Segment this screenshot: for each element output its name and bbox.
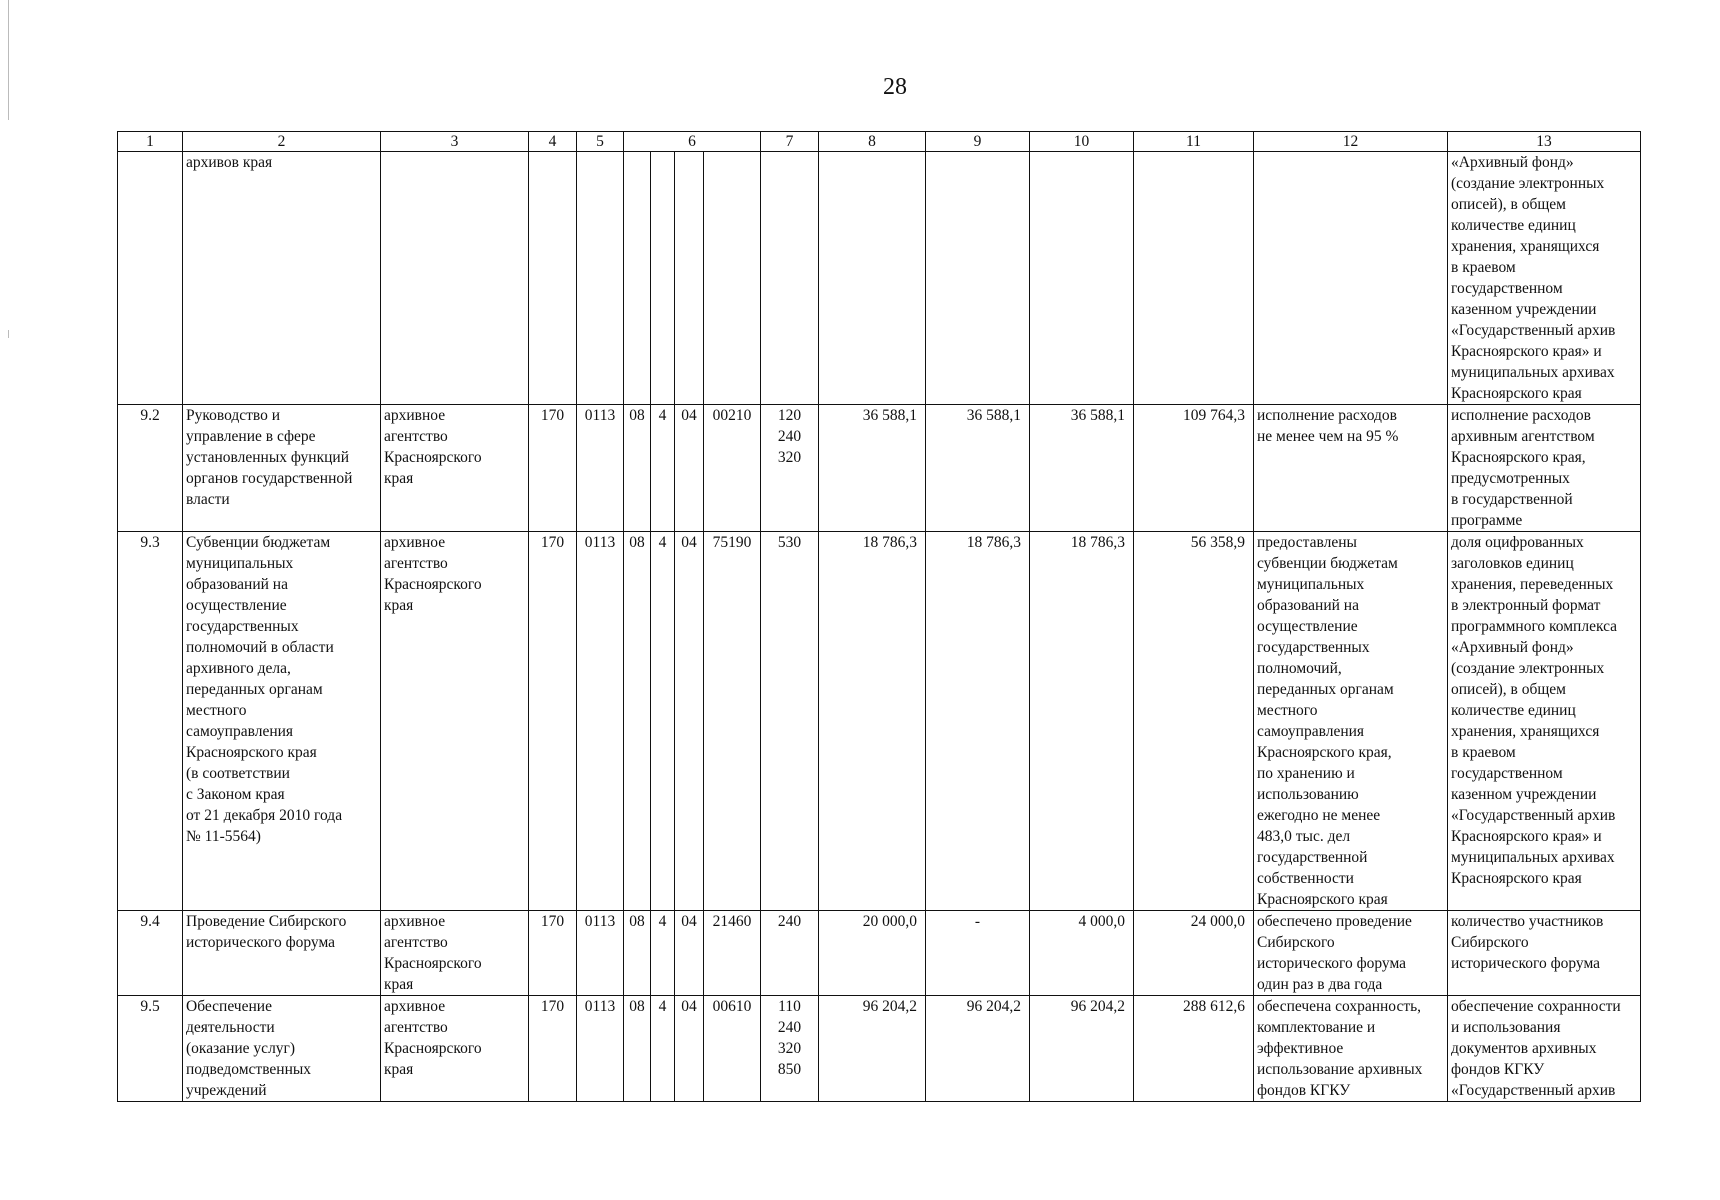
year1-amount xyxy=(819,152,926,405)
column-number: 3 xyxy=(381,132,529,152)
grbs-code: 170 xyxy=(529,996,577,1102)
grbs-code: 170 xyxy=(529,532,577,911)
column-number: 7 xyxy=(761,132,819,152)
column-number: 5 xyxy=(577,132,624,152)
indicator: количество участников Сибирского исторического форума xyxy=(1448,911,1641,996)
target-code-part: 21460 xyxy=(704,911,761,996)
table-row xyxy=(118,996,1641,1102)
target-code-part: 00610 xyxy=(704,996,761,1102)
target-code-part xyxy=(704,152,761,405)
page-number: 28 xyxy=(883,74,907,100)
indicator: исполнение расходов архивным агентством Красноярского края, предусмотренных в государственной программе xyxy=(1448,405,1641,532)
expense-type-code xyxy=(761,152,819,405)
target-code-part: 4 xyxy=(651,532,675,911)
target-code-part xyxy=(624,152,651,405)
target-code-part: 04 xyxy=(675,405,704,532)
section-code xyxy=(577,152,624,405)
table-row xyxy=(118,532,1641,911)
column-number: 1 xyxy=(118,132,183,152)
expected-result xyxy=(1254,152,1448,405)
section-code: 0113 xyxy=(577,532,624,911)
target-code-part: 08 xyxy=(624,996,651,1102)
grbs-code: 170 xyxy=(529,911,577,996)
responsible-agency: архивное агентство Красноярского края xyxy=(381,405,529,532)
year1-amount: 18 786,3 xyxy=(819,532,926,911)
item-name: Субвенции бюджетам муниципальных образований на осуществление государственных полномочий в области архивного дела, переданных органам местного самоуправления Красноярского края (в соответствии с Законом края от 21 декабря 2010 года № 11-5564) xyxy=(183,532,381,911)
year3-amount xyxy=(1030,152,1134,405)
column-number: 11 xyxy=(1134,132,1254,152)
target-code-part: 4 xyxy=(651,405,675,532)
grbs-code xyxy=(529,152,577,405)
target-code-part: 04 xyxy=(675,911,704,996)
target-code-part: 00210 xyxy=(704,405,761,532)
item-name: архивов края xyxy=(183,152,381,405)
column-number: 9 xyxy=(926,132,1030,152)
scan-edge-line xyxy=(8,0,9,120)
year2-amount xyxy=(926,152,1030,405)
year2-amount: 96 204,2 xyxy=(926,996,1030,1102)
item-number: 9.5 xyxy=(118,996,183,1102)
total-amount: 24 000,0 xyxy=(1134,911,1254,996)
target-code-part xyxy=(651,152,675,405)
table-row xyxy=(118,152,1641,405)
column-number: 10 xyxy=(1030,132,1134,152)
target-code-part: 75190 xyxy=(704,532,761,911)
expected-result: предоставлены субвенции бюджетам муниципальных образований на осуществление государственных полномочий, переданных органам местного самоуправления Красноярского края, по хранению и использованию ежегодно не менее 483,0 тыс. дел государственной собственности Красноярского края xyxy=(1254,532,1448,911)
total-amount: 109 764,3 xyxy=(1134,405,1254,532)
year1-amount: 20 000,0 xyxy=(819,911,926,996)
item-number: 9.4 xyxy=(118,911,183,996)
indicator: «Архивный фонд» (создание электронных описей), в общем количестве единиц хранения, хранящихся в краевом государственном казенном учреждении «Государственный архив Красноярского края» и муниципальных архивах Красноярского края xyxy=(1448,152,1641,405)
expected-result: исполнение расходов не менее чем на 95 % xyxy=(1254,405,1448,532)
year2-amount: 18 786,3 xyxy=(926,532,1030,911)
section-code: 0113 xyxy=(577,996,624,1102)
column-number: 12 xyxy=(1254,132,1448,152)
responsible-agency xyxy=(381,152,529,405)
total-amount xyxy=(1134,152,1254,405)
expense-type-code: 240 xyxy=(761,911,819,996)
section-code: 0113 xyxy=(577,405,624,532)
target-code-part: 04 xyxy=(675,532,704,911)
expense-type-code: 530 xyxy=(761,532,819,911)
item-name: Обеспечение деятельности (оказание услуг) подведомственных учреждений xyxy=(183,996,381,1102)
year3-amount: 4 000,0 xyxy=(1030,911,1134,996)
target-code-part: 08 xyxy=(624,911,651,996)
indicator: доля оцифрованных заголовков единиц хранения, переведенных в электронный формат программного комплекса «Архивный фонд» (создание электронных описей), в общем количестве единиц хранения, хранящихся в краевом государственном казенном учреждении «Государственный архив Красноярского края» и муниципальных архивах Красноярского края xyxy=(1448,532,1641,911)
item-name: Руководство и управление в сфере установленных функций органов государственной власти xyxy=(183,405,381,532)
year1-amount: 96 204,2 xyxy=(819,996,926,1102)
item-number: 9.2 xyxy=(118,405,183,532)
year2-amount: 36 588,1 xyxy=(926,405,1030,532)
expense-type-code: 110 240 320 850 xyxy=(761,996,819,1102)
indicator: обеспечение сохранности и использования документов архивных фондов КГКУ «Государственный архив xyxy=(1448,996,1641,1102)
grbs-code: 170 xyxy=(529,405,577,532)
target-code-part xyxy=(675,152,704,405)
item-number: 9.3 xyxy=(118,532,183,911)
column-number: 4 xyxy=(529,132,577,152)
year2-amount: - xyxy=(926,911,1030,996)
item-number xyxy=(118,152,183,405)
responsible-agency: архивное агентство Красноярского края xyxy=(381,532,529,911)
column-number: 6 xyxy=(624,132,761,152)
responsible-agency: архивное агентство Красноярского края xyxy=(381,996,529,1102)
responsible-agency: архивное агентство Красноярского края xyxy=(381,911,529,996)
column-number: 8 xyxy=(819,132,926,152)
column-number: 13 xyxy=(1448,132,1641,152)
column-number-row xyxy=(118,132,1641,152)
year1-amount: 36 588,1 xyxy=(819,405,926,532)
program-activities-table xyxy=(117,131,1641,1102)
column-number: 2 xyxy=(183,132,381,152)
total-amount: 288 612,6 xyxy=(1134,996,1254,1102)
expected-result: обеспечена сохранность, комплектование и эффективное использование архивных фондов КГКУ xyxy=(1254,996,1448,1102)
section-code: 0113 xyxy=(577,911,624,996)
year3-amount: 96 204,2 xyxy=(1030,996,1134,1102)
target-code-part: 4 xyxy=(651,911,675,996)
total-amount: 56 358,9 xyxy=(1134,532,1254,911)
target-code-part: 08 xyxy=(624,532,651,911)
target-code-part: 08 xyxy=(624,405,651,532)
scan-edge-line xyxy=(8,330,9,338)
target-code-part: 4 xyxy=(651,996,675,1102)
table-row xyxy=(118,911,1641,996)
year3-amount: 18 786,3 xyxy=(1030,532,1134,911)
item-name: Проведение Сибирского исторического форума xyxy=(183,911,381,996)
table-row xyxy=(118,405,1641,532)
target-code-part: 04 xyxy=(675,996,704,1102)
year3-amount: 36 588,1 xyxy=(1030,405,1134,532)
expense-type-code: 120 240 320 xyxy=(761,405,819,532)
expected-result: обеспечено проведение Сибирского исторического форума один раз в два года xyxy=(1254,911,1448,996)
